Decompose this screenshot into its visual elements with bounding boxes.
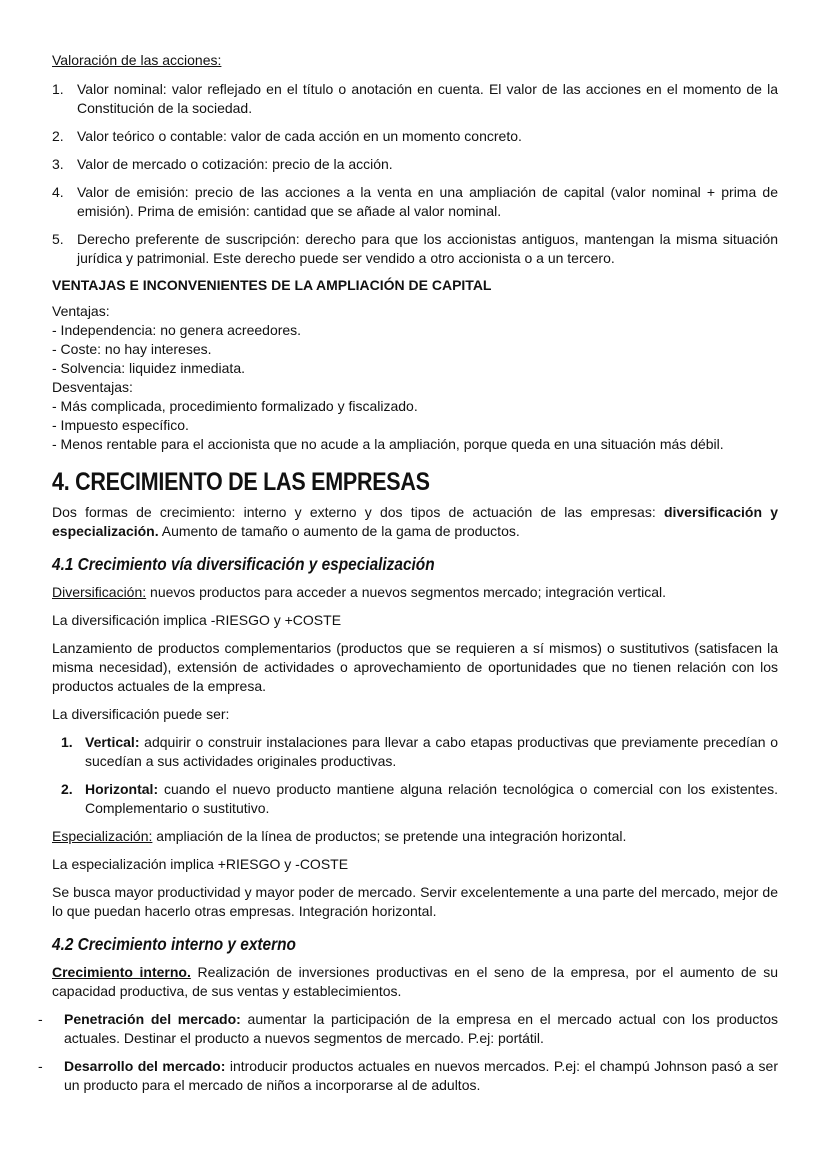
list-item (52, 733, 778, 771)
item-text: Valor de emisión: precio de las acciones a la venta en una ampliación de capital (valor nominal + prima de emisión). Prima de emisión: cantidad que se añade al valor nominal. (77, 184, 778, 219)
item-text: cuando el nuevo producto mantiene alguna relación tecnológica o comercial con los existentes. Complementario o sustitutivo. (85, 781, 778, 816)
item-number: 3. (52, 156, 64, 172)
subsection-4-1-heading: 4.1 Crecimiento vía diversificación y especialización (52, 554, 435, 574)
especializacion-implica: La especialización implica +RIESGO y -COSTE (52, 856, 349, 872)
item-number: 1. (52, 81, 64, 97)
diversificacion-implica: La diversificación implica -RIESGO y +COSTE (52, 612, 342, 628)
section-4-intro (52, 503, 778, 541)
ventajas-list (52, 302, 778, 454)
list-item (52, 155, 778, 174)
puede-ser-text: La diversificación puede ser: (52, 706, 230, 722)
intro-bold: diversificación y especialización. (52, 504, 778, 539)
list-item: - Coste: no hay intereses. (52, 341, 212, 357)
item-text: Valor nominal: valor reflejado en el título o anotación en cuenta. El valor de las acciones en el momento de la Constitución de la sociedad. (77, 81, 778, 116)
item-number: 2. (52, 128, 64, 144)
item-text: introducir productos actuales en nuevos mercados. P.ej: el champú Johnson pasó a ser un producto para el mercado de niños a incorporarse al de adultos. (64, 1058, 778, 1093)
item-number: 1. (61, 734, 73, 750)
dash-bullet: - (38, 1058, 43, 1074)
list-item: Ventajas: (52, 303, 110, 319)
item-label: Desarrollo del mercado: (64, 1058, 226, 1074)
crecimiento-interno-list (38, 1010, 778, 1095)
section-4-heading: 4. CRECIMIENTO DE LAS EMPRESAS (52, 468, 430, 496)
item-text: Derecho preferente de suscripción: derecho para que los accionistas antiguos, mantengan la misma situación jurídica y patrimonial. Este derecho puede ser vendido a otro accionista o a un tercero. (77, 231, 778, 266)
valoracion-list (52, 80, 778, 268)
term-text: ampliación de la línea de productos; se pretende una integración horizontal. (152, 828, 627, 844)
list-item (52, 80, 778, 118)
diversificacion-types-list (52, 733, 778, 818)
list-item (52, 127, 778, 146)
term-label: Crecimiento interno. (52, 964, 191, 980)
list-item (38, 1010, 778, 1048)
ventajas-title: VENTAJAS E INCONVENIENTES DE LA AMPLIACIÓN DE CAPITAL (52, 277, 492, 293)
list-item: - Más complicada, procedimiento formalizado y fiscalizado. (52, 398, 418, 414)
item-text: Valor de mercado o cotización: precio de la acción. (77, 156, 393, 172)
diversificacion-def (52, 583, 778, 602)
list-item (38, 1057, 778, 1095)
list-item: - Menos rentable para el accionista que no acude a la ampliación, porque queda en una situación más débil. (52, 436, 724, 452)
list-item (52, 230, 778, 268)
list-item: Desventajas: (52, 379, 133, 395)
item-label: Vertical: (85, 734, 140, 750)
list-item (52, 780, 778, 818)
item-text: Valor teórico o contable: valor de cada acción en un momento concreto. (77, 128, 522, 144)
term-label: Especialización: (52, 828, 153, 844)
item-number: 5. (52, 231, 64, 247)
crecimiento-interno-def (52, 963, 778, 1001)
term-label: Diversificación: (52, 584, 147, 600)
list-item: - Solvencia: liquidez inmediata. (52, 360, 245, 376)
dash-bullet: - (38, 1011, 43, 1027)
term-text: Realización de inversiones productivas en el seno de la empresa, por el aumento de su capacidad productiva, de sus ventas y establecimientos. (52, 964, 778, 999)
intro-text: Dos formas de crecimiento: interno y externo y dos tipos de actuación de las empresas: (52, 504, 664, 520)
subsection-4-2-heading: 4.2 Crecimiento interno y externo (52, 934, 296, 954)
item-label: Horizontal: (85, 781, 159, 797)
especializacion-def (52, 827, 778, 846)
list-item (52, 183, 778, 221)
item-label: Penetración del mercado: (64, 1011, 241, 1027)
productividad-paragraph: Se busca mayor productividad y mayor poder de mercado. Servir excelentemente a una parte del mercado, mejor de lo que puedan hacerlo otras empresas. Integración horizontal. (52, 884, 778, 919)
term-text: nuevos productos para acceder a nuevos segmentos mercado; integración vertical. (146, 584, 666, 600)
item-number: 4. (52, 184, 64, 200)
list-item: - Impuesto específico. (52, 417, 189, 433)
list-item: - Independencia: no genera acreedores. (52, 322, 302, 338)
item-text: adquirir o construir instalaciones para llevar a cabo etapas productivas que previamente precedían o sucedían a sus actividades originales productivas. (85, 734, 778, 769)
intro-text-end: Aumento de tamaño o aumento de la gama de productos. (158, 523, 520, 539)
item-number: 2. (61, 781, 73, 797)
valoracion-title: Valoración de las acciones: (52, 52, 222, 68)
lanzamiento-paragraph: Lanzamiento de productos complementarios (productos que se requieren a sí mismos) o sustitutivos (satisfacen la misma necesidad), extensión de actividades o aprovechamiento de oportunidades que no tienen relación con los productos actuales de la empresa. (52, 640, 778, 694)
item-text: aumentar la participación de la empresa en el mercado actual con los productos actuales. Destinar el producto a nuevos segmentos de mercado. P.ej: portátil. (64, 1011, 778, 1046)
